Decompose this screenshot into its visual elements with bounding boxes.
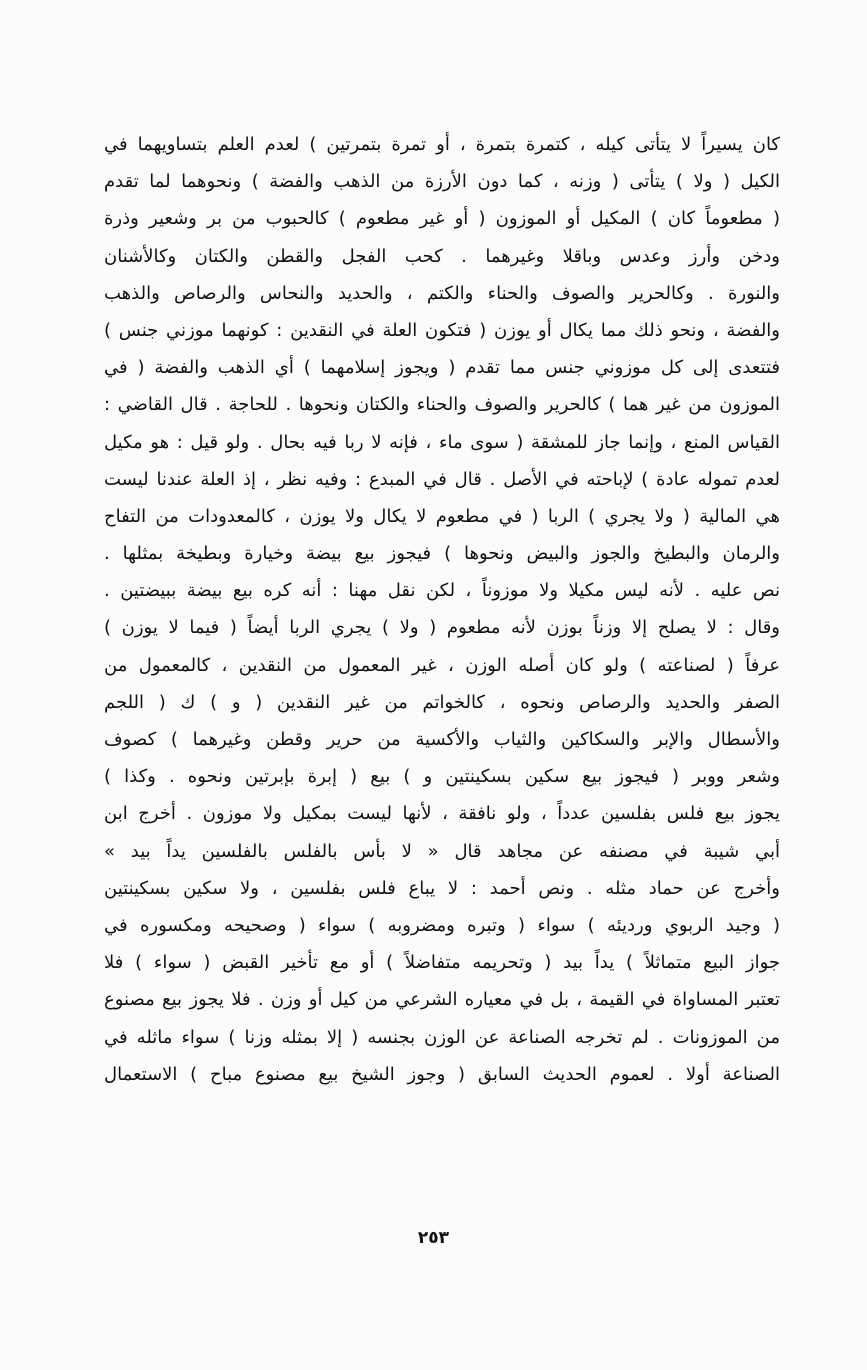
body-text xyxy=(104,126,780,1093)
text-line: لعدم تموله عادة ) لإباحته في الأصل . قال في المبدع : وفيه نظر ، إذ العلة عندنا ليست xyxy=(104,468,780,490)
text-line: الصناعة أولا . لعموم الحديث السابق ( وجوز الشيخ بيع مصنوع مباح ) الاستعمال xyxy=(104,1063,780,1085)
text-line: الموزون من غير هما ) كالحرير والصوف والحناء والكتان ونحوها . للحاجة . قال القاضي : xyxy=(104,394,780,416)
text-line: نص عليه . لأنه ليس مكيلا ولا موزوناً ، لكن نقل مهنا : أنه كره بيع بيضة ببيضتين . xyxy=(104,580,780,602)
text-line: يجوز بيع فلس بفلسين عدداً ، ولو نافقة ، لأنها ليست بمكيل ولا موزون . أخرج ابن xyxy=(104,803,780,825)
text-line: الصفر والحديد والرصاص ونحوه ، كالخواتم من غير النقدين ( و ) ك ( اللجم xyxy=(104,691,780,713)
text-line: جواز البيع متماثلاً ) يداً بيد ( وتحريمه متفاضلاً ) أو مع تأخير القبض ( سواء ) فلا xyxy=(104,952,780,974)
text-line: أبي شيبة في مصنفه عن مجاهد قال « لا بأس بالفلس بالفلسين يداً بيد » xyxy=(104,840,780,862)
text-line: والرمان والبطيخ والجوز والبيض ونحوها ) فيجوز بيع بيضة وخيارة وبطيخة بمثلها . xyxy=(104,543,780,565)
text-line: ( وجيد الربوي ورديئه ) سواء ( وتبره ومضروبه ) سواء ( وصحيحه ومكسوره في xyxy=(104,914,780,936)
text-line: فتتعدى إلى كل موزوني جنس مما تقدم ( ويجوز إسلامهما ) أي الذهب والفضة ( في xyxy=(104,357,780,379)
text-line: وقال : لا يصلح إلا وزناً بوزن لأنه مطعوم ( ولا ) يجري الربا أيضاً ( فيما لا يوزن ) xyxy=(104,617,780,639)
text-line: ودخن وأرز وعدس وباقلا وغيرهما . كحب الفجل والقطن والكتان وكالأشنان xyxy=(104,245,780,267)
text-line: كان يسيراً لا يتأتى كيله ، كتمرة بتمرة ، أو تمرة بتمرتين ) لعدم العلم بتساويهما في xyxy=(104,134,780,155)
text-line: ( مطعوماً كان ) المكيل أو الموزون ( أو غير مطعوم ) كالحبوب من بر وشعير وذرة xyxy=(104,208,780,230)
text-line: تعتبر المساواة في القيمة ، بل في معياره الشرعي من كيل أو وزن . فلا يجوز بيع مصنوع xyxy=(104,989,780,1011)
text-line: وشعر ووبر ( فيجوز بيع سكين بسكينتين و ) بيع ( إبرة بإبرتين ونحوه . وكذا ) xyxy=(104,766,780,788)
text-line: وأخرج عن حماد مثله . ونص أحمد : لا يباع فلس بفلسين ، ولا سكين بسكينتين xyxy=(104,877,780,899)
text-line: الكيل ( ولا ) يتأتى ( وزنه ، كما دون الأرزة من الذهب والفضة ) ونحوهما لما تقدم xyxy=(104,171,780,193)
text-line: القياس المنع ، وإنما جاز للمشقة ( سوى ماء ، فإنه لا ربا فيه بحال . ولو قيل : هو مكيل xyxy=(104,431,780,453)
text-line: والأسطال والإبر والسكاكين والثياب والأكسية من حرير وقطن وغيرهما ) كصوف xyxy=(104,729,780,750)
text-line: من الموزونات . لم تخرجه الصناعة عن الوزن بجنسه ( إلا بمثله وزنا ) سواء ماثله في xyxy=(104,1026,780,1048)
text-line: هي المالية ( ولا يجري ) الربا ( في مطعوم لا يكال ولا يوزن ، كالمعدودات من التفاح xyxy=(104,505,780,527)
text-line: والنورة . وكالحرير والصوف والحناء والكتم ، والحديد والنحاس والرصاص والذهب xyxy=(104,282,780,304)
text-line: عرفاً ( لصناعته ) ولو كان أصله الوزن ، غير المعمول من النقدين ، كالمعمول من xyxy=(104,654,780,676)
page-number: ٢٥٣ xyxy=(417,1228,450,1248)
text-line: والفضة ، ونحو ذلك مما يكال أو يوزن ( فتكون العلة في النقدين : كونهما موزني جنس ) xyxy=(104,319,780,341)
